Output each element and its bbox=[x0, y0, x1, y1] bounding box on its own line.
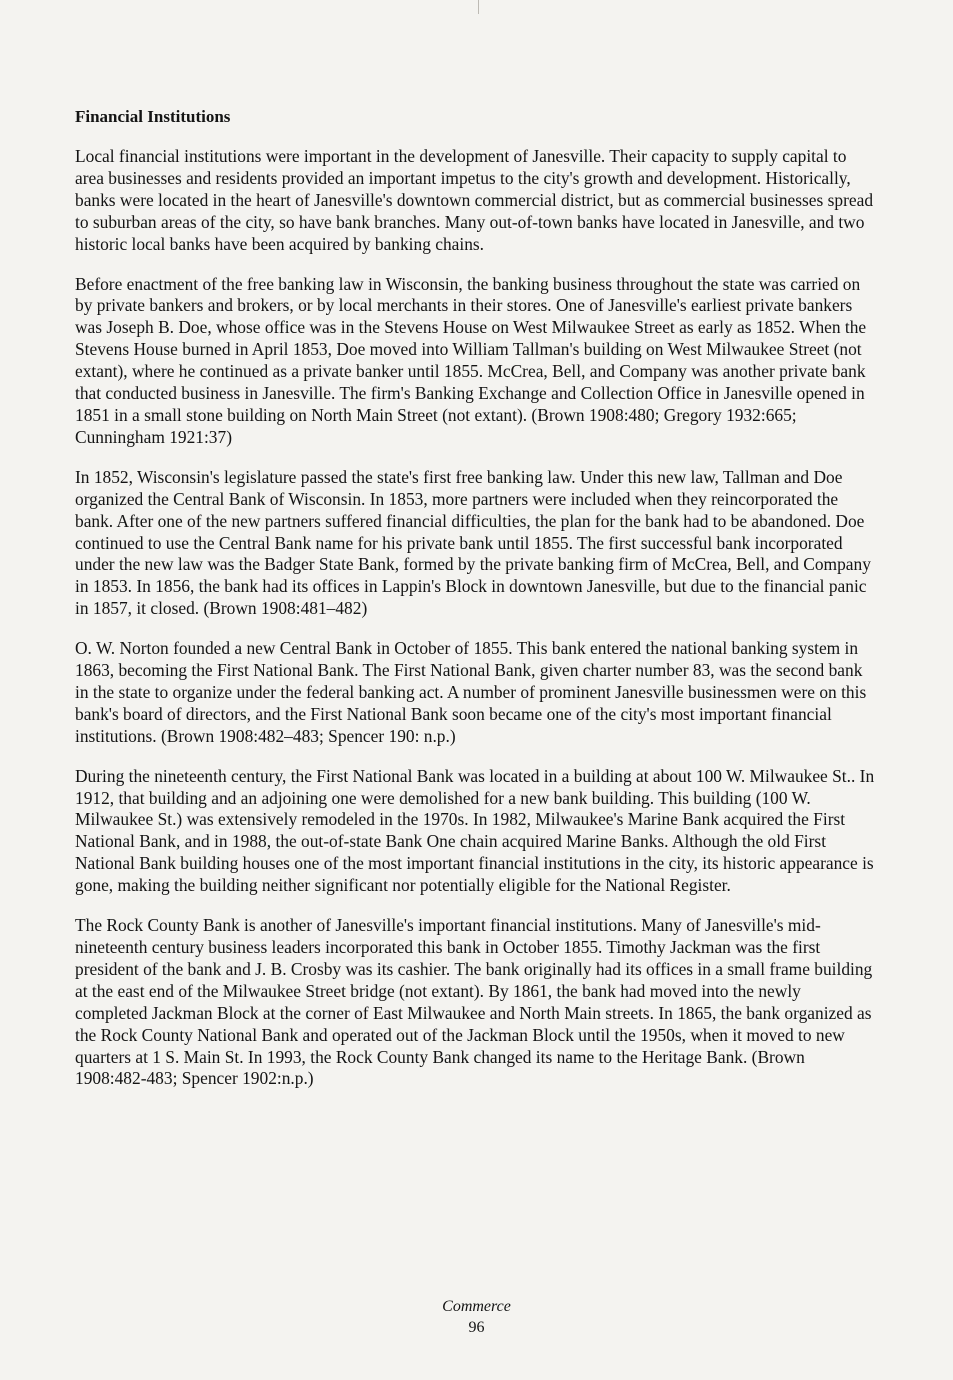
paragraph-first-national-building: During the nineteenth century, the First National Bank was located in a building at about 100 W. Milwaukee St.. In 1912, that building and an adjoining one were demolished for a new bank building. This building (100 W. Milwaukee St.) was extensively remodeled in the 1970s. In 1982, Milwaukee's Marine Bank acquired the First National Bank, and in 1988, the out-of-state Bank One chain acquired Marine Banks. Although the old First National Bank building houses one of the most important financial institutions in the city, its historic appearance is gone, making the building neither significant nor potentially eligible for the National Register. bbox=[75, 765, 875, 896]
paragraph-intro: Local financial institutions were important in the development of Janesville. Their capacity to supply capital to area businesses and residents provided an important impetus to the city's growth and development. Historically, banks were located in the heart of Janesville's downtown commercial district, but as commercial businesses spread to suburban areas of the city, so have bank branches. Many out-of-town banks have located in Janesville, and two historic local banks have been acquired by banking chains. bbox=[75, 146, 874, 254]
scan-artifact-line bbox=[478, 0, 479, 14]
footer-section-name: Commerce bbox=[442, 1298, 511, 1315]
paragraph-free-banking-law: In 1852, Wisconsin's legislature passed the state's first free banking law. Under this new law, Tallman and Doe organized the Central Bank of Wisconsin. In 1853, more partners were included when they reincorporated the bank. After one of the new partners suffered financial difficulties, the plan for the bank had to be abandoned. Doe continued to use the Central Bank name for his private bank until 1855. The first successful bank incorporated under the new law was the Badger State Bank, formed by the private banking firm of McCrea, Bell, and Company in 1853. In 1856, the bank had its offices in Lappin's Block in downtown Janesville, but due to the financial panic in 1857, it closed. (Brown 1908:481–482) bbox=[75, 466, 871, 619]
paragraph-rock-county-bank: The Rock County Bank is another of Janesville's important financial institutions. Many of Janesville's mid-nineteenth century business leaders incorporated this bank in October 1855. Timothy Jackman was the first president of the bank and J. B. Crosby was its cashier. The bank originally had its offices in a small frame building at the east end of the Milwaukee Street bridge (not extant). By 1861, the bank had moved into the newly completed Jackman Block at the corner of East Milwaukee and North Main streets. In 1865, the bank organized as the Rock County National Bank and operated out of the Jackman Block until the 1950s, when it moved to new quarters at 1 S. Main St. In 1993, the Rock County Bank changed its name to the Heritage Bank. (Brown 1908:482-483; Spencer 1902:n.p.) bbox=[75, 915, 873, 1089]
paragraph-private-bankers: Before enactment of the free banking law in Wisconsin, the banking business throughout the state was carried on by private bankers and brokers, or by local merchants in their stores. One of Janesville's earliest private bankers was Joseph B. Doe, whose office was in the Stevens House on West Milwaukee Street as early as 1852. When the Stevens House burned in April 1853, Doe moved into William Tallman's building on West Milwaukee Street (not extant), where he continued as a private banker until 1855. McCrea, Bell, and Company was another private bank that conducted business in Janesville. The firm's Banking Exchange and Collection Office in Janesville opened in 1851 in a small stone building on North Main Street (not extant). (Brown 1908:480; Gregory 1932:665; Cunningham 1921:37) bbox=[75, 273, 867, 447]
page-number: 96 bbox=[468, 1319, 485, 1336]
page-footer bbox=[0, 1296, 953, 1338]
section-heading: Financial Institutions bbox=[75, 107, 231, 126]
document-page bbox=[75, 106, 875, 1108]
paragraph-first-national-bank: O. W. Norton founded a new Central Bank in October of 1855. This bank entered the national banking system in 1863, becoming the First National Bank. The First National Bank, given charter number 83, was the second bank in the state to organize under the federal banking act. A number of prominent Janesville businessmen were on this bank's board of directors, and the First National Bank soon became one of the city's most important financial institutions. (Brown 1908:482–483; Spencer 190: n.p.) bbox=[75, 638, 867, 746]
